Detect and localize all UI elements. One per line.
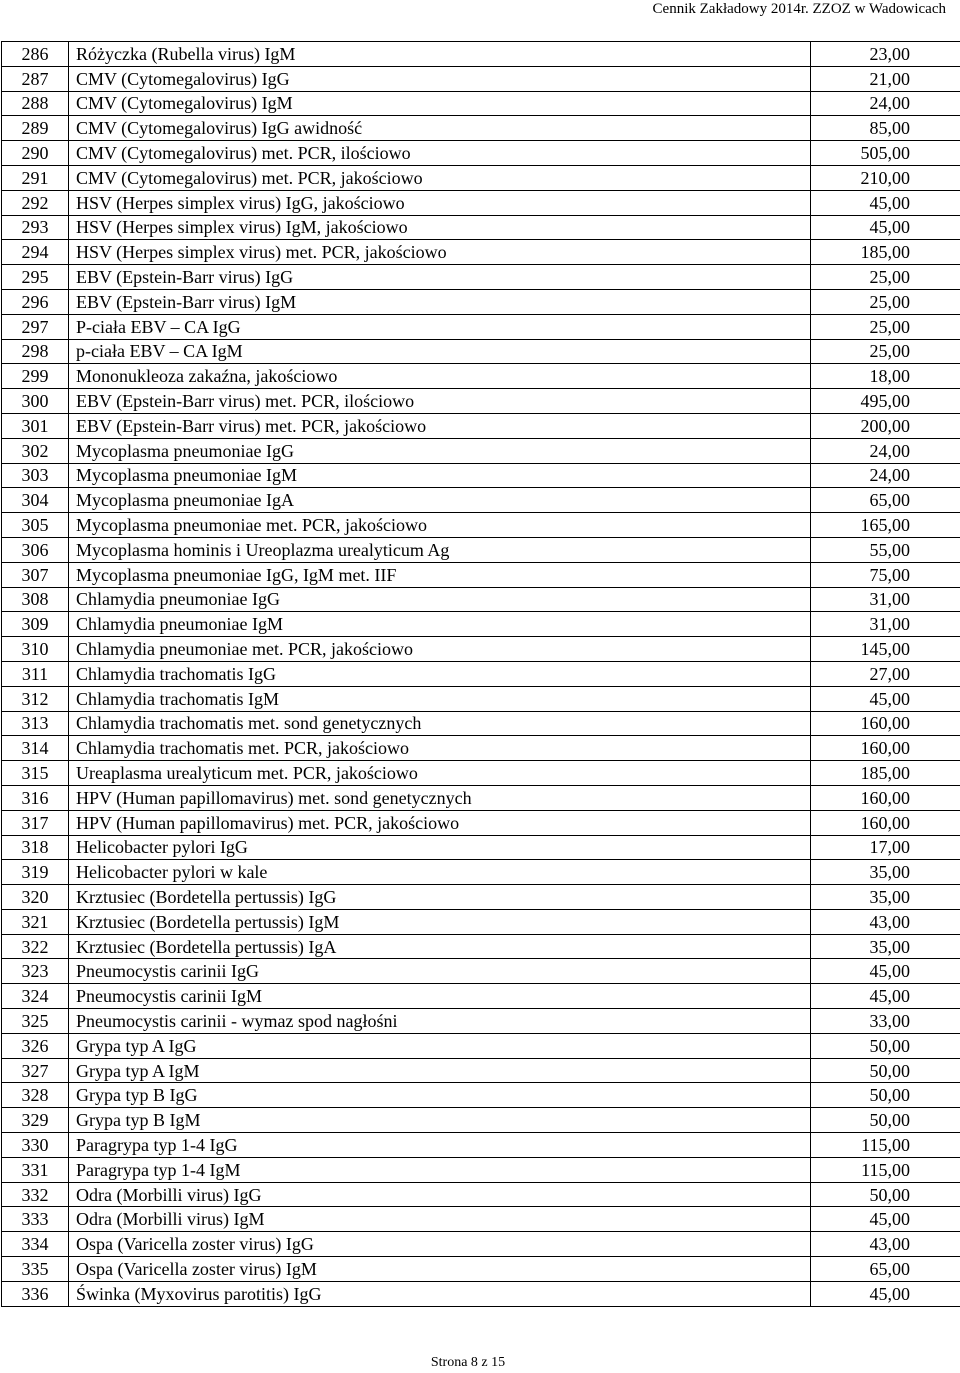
table-row (2, 1182, 960, 1207)
table-row (2, 513, 960, 538)
table-row (2, 934, 960, 959)
row-number: 327 (2, 1058, 69, 1083)
test-price: 33,00 (811, 1009, 960, 1034)
test-price: 75,00 (811, 562, 960, 587)
test-price: 17,00 (811, 835, 960, 860)
table-row (2, 984, 960, 1009)
test-name: HSV (Herpes simplex virus) IgM, jakościowo (69, 215, 811, 240)
row-number: 307 (2, 562, 69, 587)
test-name: Grypa typ A IgG (69, 1033, 811, 1058)
table-row (2, 141, 960, 166)
row-number: 292 (2, 190, 69, 215)
test-price: 43,00 (811, 1232, 960, 1257)
row-number: 295 (2, 265, 69, 290)
test-price: 50,00 (811, 1108, 960, 1133)
test-name: Chlamydia trachomatis met. PCR, jakościowo (69, 736, 811, 761)
test-name: Mycoplasma pneumoniae IgM (69, 463, 811, 488)
table-row (2, 265, 960, 290)
test-price: 43,00 (811, 909, 960, 934)
row-number: 313 (2, 711, 69, 736)
row-number: 286 (2, 42, 69, 67)
price-table (1, 41, 960, 1307)
test-price: 35,00 (811, 860, 960, 885)
test-name: Różyczka (Rubella virus) IgM (69, 42, 811, 67)
table-row (2, 66, 960, 91)
test-price: 24,00 (811, 438, 960, 463)
test-name: CMV (Cytomegalovirus) met. PCR, ilościowo (69, 141, 811, 166)
test-name: Helicobacter pylori w kale (69, 860, 811, 885)
test-price: 18,00 (811, 364, 960, 389)
test-price: 45,00 (811, 1207, 960, 1232)
test-price: 85,00 (811, 116, 960, 141)
table-row (2, 711, 960, 736)
table-row (2, 537, 960, 562)
page-number: Strona 8 z 15 (430, 1355, 506, 1370)
test-price: 25,00 (811, 265, 960, 290)
test-price: 505,00 (811, 141, 960, 166)
row-number: 324 (2, 984, 69, 1009)
row-number: 288 (2, 91, 69, 116)
row-number: 291 (2, 165, 69, 190)
test-price: 45,00 (811, 190, 960, 215)
test-price: 210,00 (811, 165, 960, 190)
row-number: 322 (2, 934, 69, 959)
test-price: 45,00 (811, 1281, 960, 1306)
table-row (2, 612, 960, 637)
table-row (2, 314, 960, 339)
row-number: 293 (2, 215, 69, 240)
test-name: p-ciała EBV – CA IgM (69, 339, 811, 364)
test-price: 115,00 (811, 1157, 960, 1182)
row-number: 309 (2, 612, 69, 637)
row-number: 304 (2, 488, 69, 513)
table-row (2, 1232, 960, 1257)
test-name: Grypa typ B IgG (69, 1083, 811, 1108)
test-name: Ureaplasma urealyticum met. PCR, jakościowo (69, 761, 811, 786)
page-footer (0, 1355, 936, 1371)
row-number: 312 (2, 686, 69, 711)
test-price: 27,00 (811, 661, 960, 686)
table-row (2, 1133, 960, 1158)
test-name: Krztusiec (Bordetella pertussis) IgG (69, 885, 811, 910)
row-number: 326 (2, 1033, 69, 1058)
test-name: Chlamydia trachomatis IgG (69, 661, 811, 686)
table-row (2, 438, 960, 463)
test-price: 160,00 (811, 810, 960, 835)
document-title: Cennik Zakładowy 2014r. ZZOZ w Wadowicach (652, 1, 946, 17)
test-name: HSV (Herpes simplex virus) IgG, jakościowo (69, 190, 811, 215)
table-row (2, 240, 960, 265)
test-price: 185,00 (811, 761, 960, 786)
table-row (2, 116, 960, 141)
test-price: 55,00 (811, 537, 960, 562)
test-price: 145,00 (811, 637, 960, 662)
table-row (2, 761, 960, 786)
table-row (2, 959, 960, 984)
test-price: 50,00 (811, 1033, 960, 1058)
table-row (2, 562, 960, 587)
row-number: 317 (2, 810, 69, 835)
row-number: 333 (2, 1207, 69, 1232)
table-row (2, 1257, 960, 1282)
table-row (2, 1033, 960, 1058)
row-number: 306 (2, 537, 69, 562)
test-price: 31,00 (811, 612, 960, 637)
table-row (2, 339, 960, 364)
table-row (2, 1108, 960, 1133)
table-row (2, 1281, 960, 1306)
row-number: 287 (2, 66, 69, 91)
table-row (2, 1058, 960, 1083)
table-row (2, 463, 960, 488)
row-number: 332 (2, 1182, 69, 1207)
test-price: 45,00 (811, 215, 960, 240)
table-row (2, 165, 960, 190)
row-number: 319 (2, 860, 69, 885)
table-row (2, 587, 960, 612)
test-price: 160,00 (811, 785, 960, 810)
price-table-body (2, 42, 960, 1307)
test-name: CMV (Cytomegalovirus) met. PCR, jakościowo (69, 165, 811, 190)
table-row (2, 810, 960, 835)
test-name: Pneumocystis carinii - wymaz spod nagłośni (69, 1009, 811, 1034)
test-price: 160,00 (811, 736, 960, 761)
row-number: 298 (2, 339, 69, 364)
row-number: 303 (2, 463, 69, 488)
row-number: 289 (2, 116, 69, 141)
test-name: Mycoplasma pneumoniae IgG (69, 438, 811, 463)
test-price: 25,00 (811, 314, 960, 339)
test-price: 50,00 (811, 1182, 960, 1207)
test-name: Chlamydia trachomatis met. sond genetycznych (69, 711, 811, 736)
row-number: 336 (2, 1281, 69, 1306)
test-price: 24,00 (811, 91, 960, 116)
test-price: 45,00 (811, 686, 960, 711)
row-number: 330 (2, 1133, 69, 1158)
test-name: Pneumocystis carinii IgM (69, 984, 811, 1009)
row-number: 311 (2, 661, 69, 686)
row-number: 316 (2, 785, 69, 810)
table-row (2, 289, 960, 314)
test-name: CMV (Cytomegalovirus) IgM (69, 91, 811, 116)
table-row (2, 364, 960, 389)
table-row (2, 686, 960, 711)
row-number: 297 (2, 314, 69, 339)
test-price: 115,00 (811, 1133, 960, 1158)
test-name: CMV (Cytomegalovirus) IgG awidność (69, 116, 811, 141)
table-row (2, 860, 960, 885)
table-row (2, 190, 960, 215)
row-number: 329 (2, 1108, 69, 1133)
row-number: 320 (2, 885, 69, 910)
table-row (2, 909, 960, 934)
test-price: 165,00 (811, 513, 960, 538)
test-price: 24,00 (811, 463, 960, 488)
table-row (2, 1009, 960, 1034)
page-header (653, 0, 946, 18)
test-name: Mycoplasma hominis i Ureoplazma urealyticum Ag (69, 537, 811, 562)
test-name: Chlamydia pneumoniae met. PCR, jakościowo (69, 637, 811, 662)
test-name: EBV (Epstein-Barr virus) met. PCR, jakościowo (69, 413, 811, 438)
table-row (2, 637, 960, 662)
row-number: 325 (2, 1009, 69, 1034)
row-number: 314 (2, 736, 69, 761)
test-name: Pneumocystis carinii IgG (69, 959, 811, 984)
test-price: 200,00 (811, 413, 960, 438)
test-price: 65,00 (811, 1257, 960, 1282)
test-name: EBV (Epstein-Barr virus) IgM (69, 289, 811, 314)
table-row (2, 835, 960, 860)
table-row (2, 91, 960, 116)
test-price: 160,00 (811, 711, 960, 736)
row-number: 296 (2, 289, 69, 314)
test-price: 45,00 (811, 959, 960, 984)
test-name: HSV (Herpes simplex virus) met. PCR, jakościowo (69, 240, 811, 265)
test-name: Odra (Morbilli virus) IgM (69, 1207, 811, 1232)
test-name: Chlamydia pneumoniae IgM (69, 612, 811, 637)
test-price: 25,00 (811, 339, 960, 364)
test-name: Mycoplasma pneumoniae IgG, IgM met. IIF (69, 562, 811, 587)
table-row (2, 389, 960, 414)
table-row (2, 1157, 960, 1182)
table-row (2, 736, 960, 761)
test-name: EBV (Epstein-Barr virus) IgG (69, 265, 811, 290)
table-row (2, 42, 960, 67)
table-row (2, 215, 960, 240)
row-number: 305 (2, 513, 69, 538)
row-number: 294 (2, 240, 69, 265)
test-name: Paragrypa typ 1-4 IgM (69, 1157, 811, 1182)
test-price: 23,00 (811, 42, 960, 67)
test-price: 35,00 (811, 885, 960, 910)
row-number: 328 (2, 1083, 69, 1108)
test-name: Świnka (Myxovirus parotitis) IgG (69, 1281, 811, 1306)
test-price: 50,00 (811, 1058, 960, 1083)
row-number: 318 (2, 835, 69, 860)
test-price: 35,00 (811, 934, 960, 959)
row-number: 300 (2, 389, 69, 414)
row-number: 301 (2, 413, 69, 438)
test-name: Grypa typ B IgM (69, 1108, 811, 1133)
test-name: Odra (Morbilli virus) IgG (69, 1182, 811, 1207)
test-name: Helicobacter pylori IgG (69, 835, 811, 860)
row-number: 331 (2, 1157, 69, 1182)
row-number: 308 (2, 587, 69, 612)
test-price: 25,00 (811, 289, 960, 314)
row-number: 335 (2, 1257, 69, 1282)
row-number: 310 (2, 637, 69, 662)
test-name: CMV (Cytomegalovirus) IgG (69, 66, 811, 91)
row-number: 315 (2, 761, 69, 786)
table-row (2, 488, 960, 513)
table-row (2, 1207, 960, 1232)
test-price: 21,00 (811, 66, 960, 91)
table-row (2, 785, 960, 810)
test-price: 50,00 (811, 1083, 960, 1108)
test-name: Mononukleoza zakaźna, jakościowo (69, 364, 811, 389)
table-row (2, 885, 960, 910)
test-name: Krztusiec (Bordetella pertussis) IgA (69, 934, 811, 959)
row-number: 290 (2, 141, 69, 166)
test-name: P-ciała EBV – CA IgG (69, 314, 811, 339)
test-name: Paragrypa typ 1-4 IgG (69, 1133, 811, 1158)
test-name: Krztusiec (Bordetella pertussis) IgM (69, 909, 811, 934)
test-name: Chlamydia pneumoniae IgG (69, 587, 811, 612)
test-name: HPV (Human papillomavirus) met. sond genetycznych (69, 785, 811, 810)
test-name: Chlamydia trachomatis IgM (69, 686, 811, 711)
test-name: Mycoplasma pneumoniae IgA (69, 488, 811, 513)
test-name: Grypa typ A IgM (69, 1058, 811, 1083)
test-name: HPV (Human papillomavirus) met. PCR, jakościowo (69, 810, 811, 835)
table-row (2, 413, 960, 438)
test-price: 185,00 (811, 240, 960, 265)
test-name: Mycoplasma pneumoniae met. PCR, jakościowo (69, 513, 811, 538)
row-number: 321 (2, 909, 69, 934)
test-name: Ospa (Varicella zoster virus) IgG (69, 1232, 811, 1257)
row-number: 334 (2, 1232, 69, 1257)
row-number: 299 (2, 364, 69, 389)
test-name: EBV (Epstein-Barr virus) met. PCR, ilościowo (69, 389, 811, 414)
row-number: 323 (2, 959, 69, 984)
test-price: 45,00 (811, 984, 960, 1009)
test-price: 65,00 (811, 488, 960, 513)
test-price: 495,00 (811, 389, 960, 414)
table-row (2, 1083, 960, 1108)
row-number: 302 (2, 438, 69, 463)
test-name: Ospa (Varicella zoster virus) IgM (69, 1257, 811, 1282)
table-row (2, 661, 960, 686)
test-price: 31,00 (811, 587, 960, 612)
